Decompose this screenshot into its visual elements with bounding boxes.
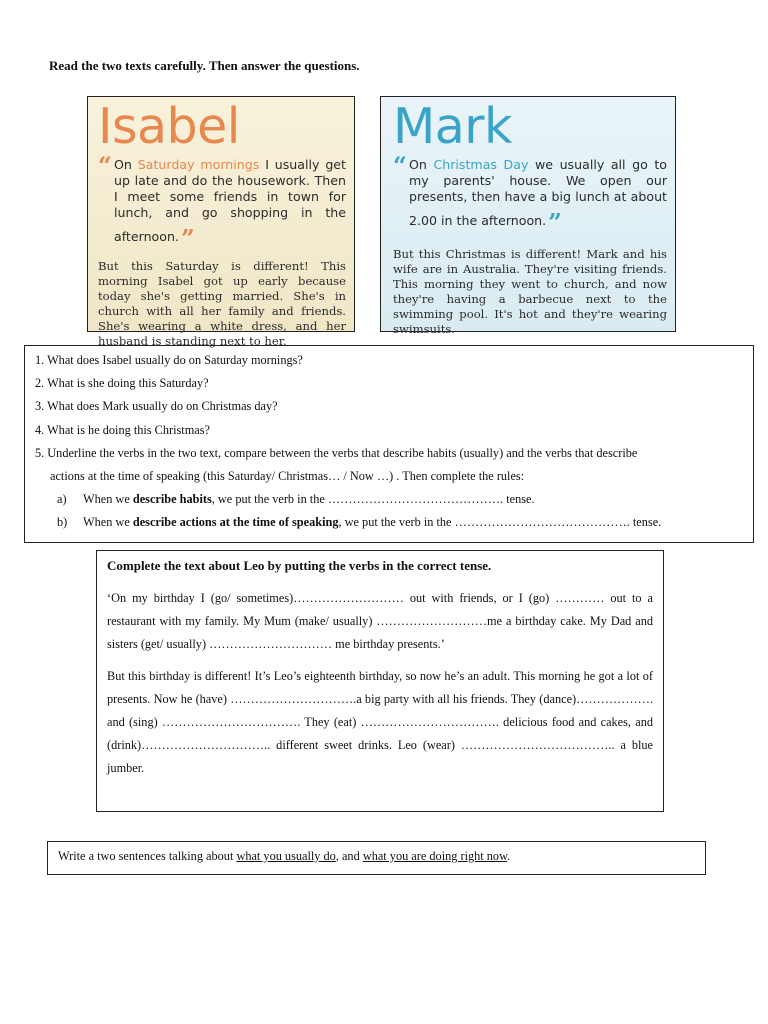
rule-a-bold: describe habits: [132, 492, 212, 507]
rule-b-after: , we put the verb in the ……………………………………. tense.: [338, 515, 662, 530]
writing-underline-1: what you usually do: [236, 849, 336, 863]
question-4: 4. What is he doing this Christmas?: [35, 422, 210, 437]
writing-task-box: [47, 841, 706, 875]
question-3: 3. What does Mark usually do on Christmas day?: [35, 399, 278, 414]
rule-a-before: When we: [83, 492, 133, 507]
questions-box: [24, 345, 754, 543]
question-5: 5. Underline the verbs in the two text, compare between the verbs that describe habits (usually) and the verbs that describe: [35, 445, 638, 460]
open-quote-icon: “: [98, 151, 112, 180]
rule-a: [35, 488, 753, 511]
rule-b-bold: describe actions at the time of speaking: [132, 515, 339, 530]
mark-card: [380, 96, 676, 336]
writing-middle: , and: [335, 849, 363, 863]
leo-paragraph-2: But this birthday is different! It’s Leo’s eighteenth birthday, so now he’s an adult. This morning he got a lot of presents. Now he (have) ………………………….a big party with all his friends. They (dance)………………. and (sing) ……………………………. They (eat) ……………………………. delicious food and cakes, and (drink)………………………….. different sweet drinks. Leo (wear) ……………………………….. a blue jumber.: [107, 668, 653, 776]
rule-a-letter: a): [57, 492, 67, 507]
close-quote-icon: ”: [180, 224, 195, 253]
isabel-story: But this Saturday is different! This morning Isabel got up early because today she's getting married. She's in church with all her family and friends. She's wearing a white dress, and her husband is standing next to her.: [98, 259, 346, 348]
rule-b-before: When we: [83, 515, 133, 530]
writing-before: Write a two sentences talking about: [58, 849, 237, 863]
isabel-quote-text: I usually get up late and do the housework. Then I meet some friends in town for lunch, and go shopping in the afternoon.: [114, 157, 346, 244]
close-quote-icon: ”: [548, 208, 562, 237]
leo-heading: Complete the text about Leo by putting the verbs in the correct tense.: [107, 558, 492, 573]
isabel-quote-highlight: Saturday mornings: [137, 157, 260, 172]
mark-title: Mark: [393, 98, 512, 155]
writing-end: .: [507, 849, 511, 863]
isabel-card: [87, 96, 355, 348]
isabel-quote-prefix: On: [114, 157, 138, 172]
isabel-title: Isabel: [98, 98, 240, 155]
mark-quote-highlight: Christmas Day: [433, 157, 529, 172]
isabel-quote: [98, 151, 346, 253]
mark-quote-prefix: On: [409, 157, 434, 172]
leo-paragraph-1: ‘On my birthday I (go/ sometimes)……………………… out with friends, or I (go) ………… out to a restaurant with my family. My Mum (make/ usually) ………………………me a birthday cake. My Dad and sisters (get/ usually) ………………………… me birthday presents.’: [107, 591, 653, 652]
rule-b: [35, 511, 753, 534]
rule-b-letter: b): [57, 515, 68, 530]
leo-exercise-box: [96, 550, 664, 812]
question-5-continued: actions at the time of speaking (this Saturday/ Christmas… / Now …) . Then complete the rules:: [50, 468, 525, 483]
instructions: Read the two texts carefully. Then answer the questions.: [49, 58, 360, 73]
open-quote-icon: “: [393, 151, 407, 180]
writing-underline-2: what you are doing right now: [362, 849, 508, 863]
mark-quote-text: we usually all go to my parents' house. We open our presents, then have a big lunch at about 2.00 in the afternoon.: [409, 157, 667, 228]
rule-a-after: , we put the verb in the ……………………………………. tense.: [211, 492, 535, 507]
question-1: 1. What does Isabel usually do on Saturday mornings?: [35, 353, 303, 367]
mark-quote: [393, 151, 667, 237]
mark-story: But this Christmas is different! Mark and his wife are in Australia. They're visiting friends. This morning they went to church, and now they're having a barbecue next to the swimming pool. It's hot and they're wearing swimsuits.: [393, 247, 667, 336]
question-2: 2. What is she doing this Saturday?: [35, 376, 209, 391]
